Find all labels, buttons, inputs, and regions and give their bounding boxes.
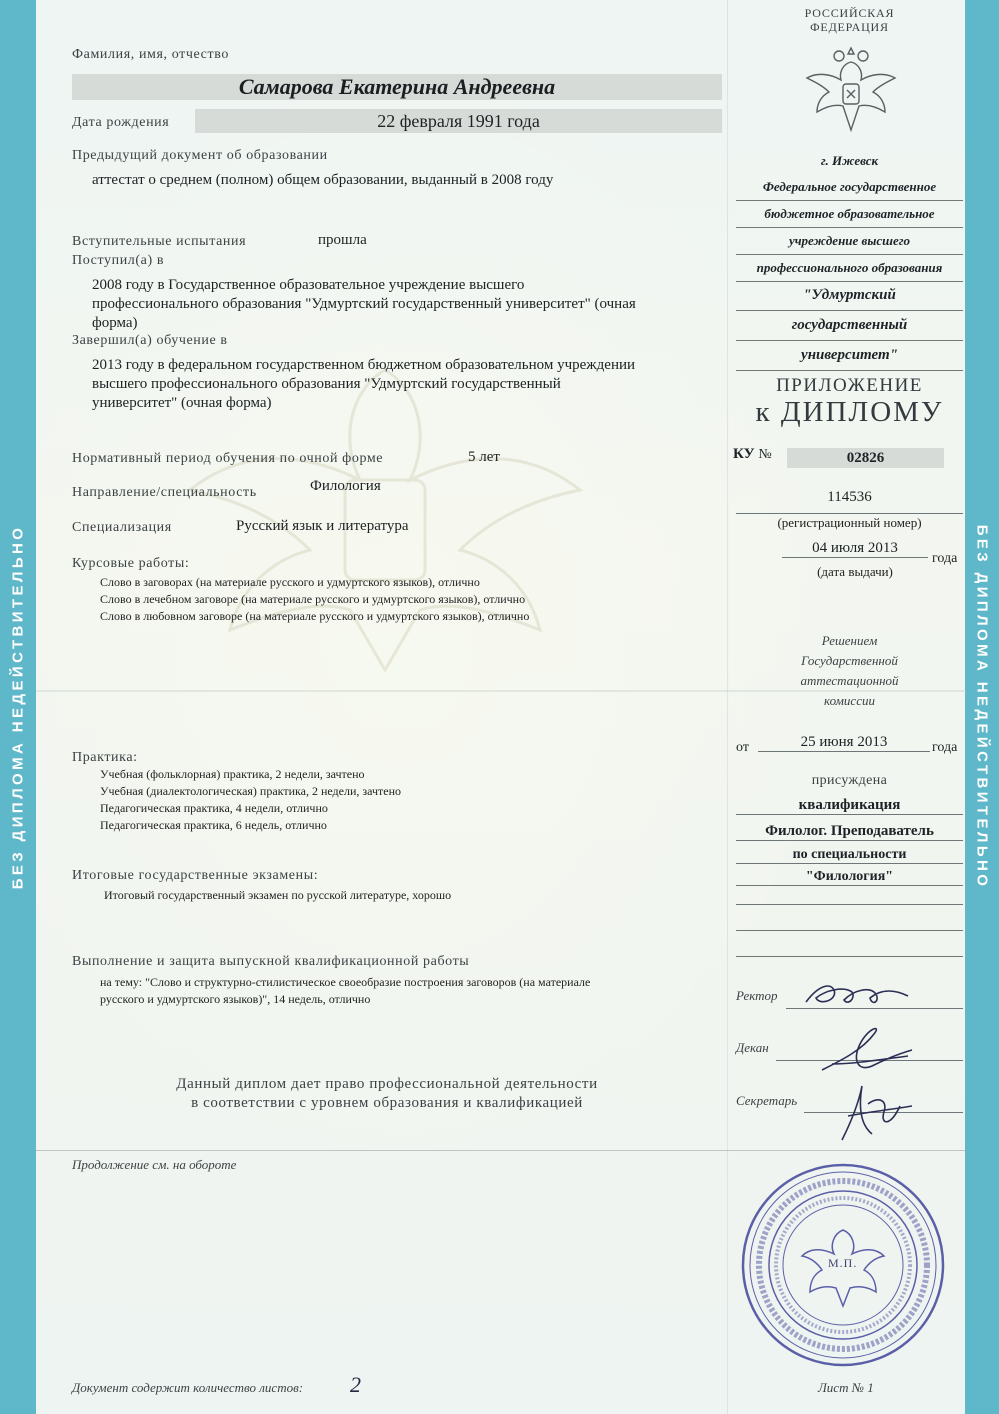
thesis-line: на тему: "Слово и структурно-стилистическое своеобразие построения заговоров (на материале — [100, 975, 591, 989]
blank-number: 02826 — [787, 448, 944, 468]
org-name-line: "Удмуртский — [736, 281, 963, 311]
list-item: Учебная (фольклорная) практика, 2 недели, зачтено — [100, 767, 365, 781]
qualification-value: Филолог. Преподаватель — [736, 823, 963, 841]
blank-line — [736, 904, 963, 905]
awarded-text: присуждена — [811, 773, 888, 788]
thesis-text — [100, 974, 720, 1008]
city: г. Ижевск — [820, 153, 879, 168]
dean-signature-icon — [812, 1020, 922, 1080]
specialization-label: Специализация — [72, 520, 172, 535]
thesis-line: русского и удмуртского языков)", 14 недель, отлично — [100, 992, 371, 1006]
coat-of-arms-icon — [803, 44, 899, 134]
specialization-value: Русский язык и литература — [236, 518, 409, 534]
direction-label: Направление/специальность — [72, 485, 257, 500]
right-strip-text: БЕЗ ДИПЛОМА НЕДЕЙСТВИТЕЛЬНО — [973, 524, 991, 890]
list-item: Педагогическая практика, 6 недель, отлично — [100, 818, 327, 832]
organization-type — [736, 174, 963, 282]
secretary-label: Секретарь — [736, 1093, 798, 1108]
issue-date: 04 июля 2013 — [782, 540, 928, 558]
completed-text — [92, 356, 722, 413]
dob-value: 22 февраля 1991 года — [195, 109, 722, 133]
decision-line: аттестационной — [800, 673, 899, 688]
direction-value: Филология — [310, 478, 381, 494]
fio-label: Фамилия, имя, отчество — [72, 47, 229, 62]
blank-line — [736, 930, 963, 931]
number-sign: № — [758, 447, 772, 462]
bottom-divider — [36, 1150, 966, 1151]
decision-line: Государственной — [801, 653, 898, 668]
org-line: профессионального образования — [736, 255, 963, 282]
issue-date-label: (дата выдачи) — [817, 564, 893, 579]
specialty-label: по специальности — [736, 847, 963, 864]
rights-line: Данный диплом дает право профессиональной деятельности — [176, 1076, 598, 1092]
prev-doc-label: Предыдущий документ об образовании — [72, 148, 328, 163]
decision-date: 25 июня 2013 — [758, 734, 930, 752]
left-security-strip — [0, 0, 36, 1414]
decision-year-suffix: года — [932, 740, 958, 755]
final-exams-label: Итоговые государственные экзамены: — [72, 868, 319, 883]
rights-line: в соответствии с уровнем образования и квалификацией — [191, 1095, 583, 1111]
decision-line: комиссии — [824, 693, 875, 708]
period-value: 5 лет — [468, 449, 500, 465]
rights-statement — [72, 1075, 702, 1113]
stamp-mark: М.П. — [828, 1256, 858, 1270]
issue-year-suffix: года — [932, 551, 958, 566]
final-exam-item: Итоговый государственный экзамен по русской литературе, хорошо — [104, 888, 452, 902]
series: КУ — [733, 446, 755, 462]
prev-doc-value: аттестат о среднем (полном) общем образовании, выданный в 2008 году — [92, 172, 554, 188]
decision-block — [736, 631, 963, 711]
continuation-note: Продолжение см. на обороте — [72, 1157, 237, 1172]
decision-from: от — [736, 740, 749, 755]
country-line: ФЕДЕРАЦИЯ — [810, 20, 889, 34]
admitted-text — [92, 276, 722, 333]
completed-line: высшего профессионального образования "Удмуртский государственный — [92, 376, 561, 392]
completed-line: 2013 году в федеральном государственном бюджетном образовательном учреждении — [92, 357, 636, 373]
rector-signature-icon — [800, 976, 915, 1018]
entrance-exams-label: Вступительные испытания — [72, 234, 247, 249]
registration-number: 114536 — [827, 489, 872, 505]
coursework-label: Курсовые работы: — [72, 556, 190, 571]
decision-line: Решением — [821, 633, 878, 648]
practice-list — [100, 766, 720, 834]
country-name — [736, 6, 963, 34]
dean-label: Декан — [736, 1040, 769, 1055]
list-item: Слово в любовном заговоре (на материале русского и удмуртского языков), отлично — [100, 609, 530, 623]
practice-label: Практика: — [72, 750, 138, 765]
list-item: Учебная (диалектологическая) практика, 2 недели, зачтено — [100, 784, 402, 798]
organization-name — [736, 281, 963, 371]
left-strip-text: БЕЗ ДИПЛОМА НЕДЕЙСТВИТЕЛЬНО — [9, 524, 27, 890]
sheet-number: Лист № 1 — [818, 1380, 874, 1395]
secretary-signature-icon — [828, 1076, 918, 1146]
to-diploma-heading: к ДИПЛОМУ — [755, 396, 944, 428]
entrance-exams-value: прошла — [318, 232, 367, 248]
vertical-fold-line — [727, 0, 729, 1414]
org-name-line: университет" — [736, 341, 963, 371]
completed-line: университет" (очная форма) — [92, 395, 272, 411]
org-line: учреждение высшего — [736, 228, 963, 255]
org-name-line: государственный — [736, 311, 963, 341]
thesis-label: Выполнение и защита выпускной квалификационной работы — [72, 954, 470, 969]
period-label: Нормативный период обучения по очной форме — [72, 451, 384, 466]
completed-label: Завершил(а) обучение в — [72, 333, 228, 348]
list-item: Слово в лечебном заговоре (на материале русского и удмуртского языков), отлично — [100, 592, 526, 606]
coursework-list — [100, 574, 720, 625]
country-line: РОССИЙСКАЯ — [804, 6, 895, 20]
list-item: Педагогическая практика, 4 недели, отлично — [100, 801, 328, 815]
admitted-line: форма) — [92, 315, 138, 331]
admitted-line: 2008 году в Государственное образовательное учреждение высшего — [92, 277, 525, 293]
series-label — [733, 446, 772, 463]
sheets-value: 2 — [350, 1372, 361, 1397]
registration-number-label: (регистрационный номер) — [736, 513, 963, 531]
qualification-label: квалификация — [736, 797, 963, 815]
supplement-heading: ПРИЛОЖЕНИЕ — [776, 375, 923, 396]
org-line: бюджетное образовательное — [736, 201, 963, 228]
sheets-label: Документ содержит количество листов: — [72, 1380, 304, 1395]
specialty-value: "Филология" — [736, 869, 963, 886]
org-line: Федеральное государственное — [736, 174, 963, 201]
admitted-label: Поступил(а) в — [72, 253, 165, 268]
admitted-line: профессионального образования "Удмуртский государственный университет" (очная — [92, 296, 636, 312]
dob-label: Дата рождения — [72, 115, 170, 130]
blank-line — [736, 956, 963, 957]
list-item: Слово в заговорах (на материале русского и удмуртского языков), отлично — [100, 575, 480, 589]
rector-label: Ректор — [736, 988, 778, 1003]
right-security-strip — [965, 0, 999, 1414]
fio-value: Самарова Екатерина Андреевна — [72, 74, 722, 100]
